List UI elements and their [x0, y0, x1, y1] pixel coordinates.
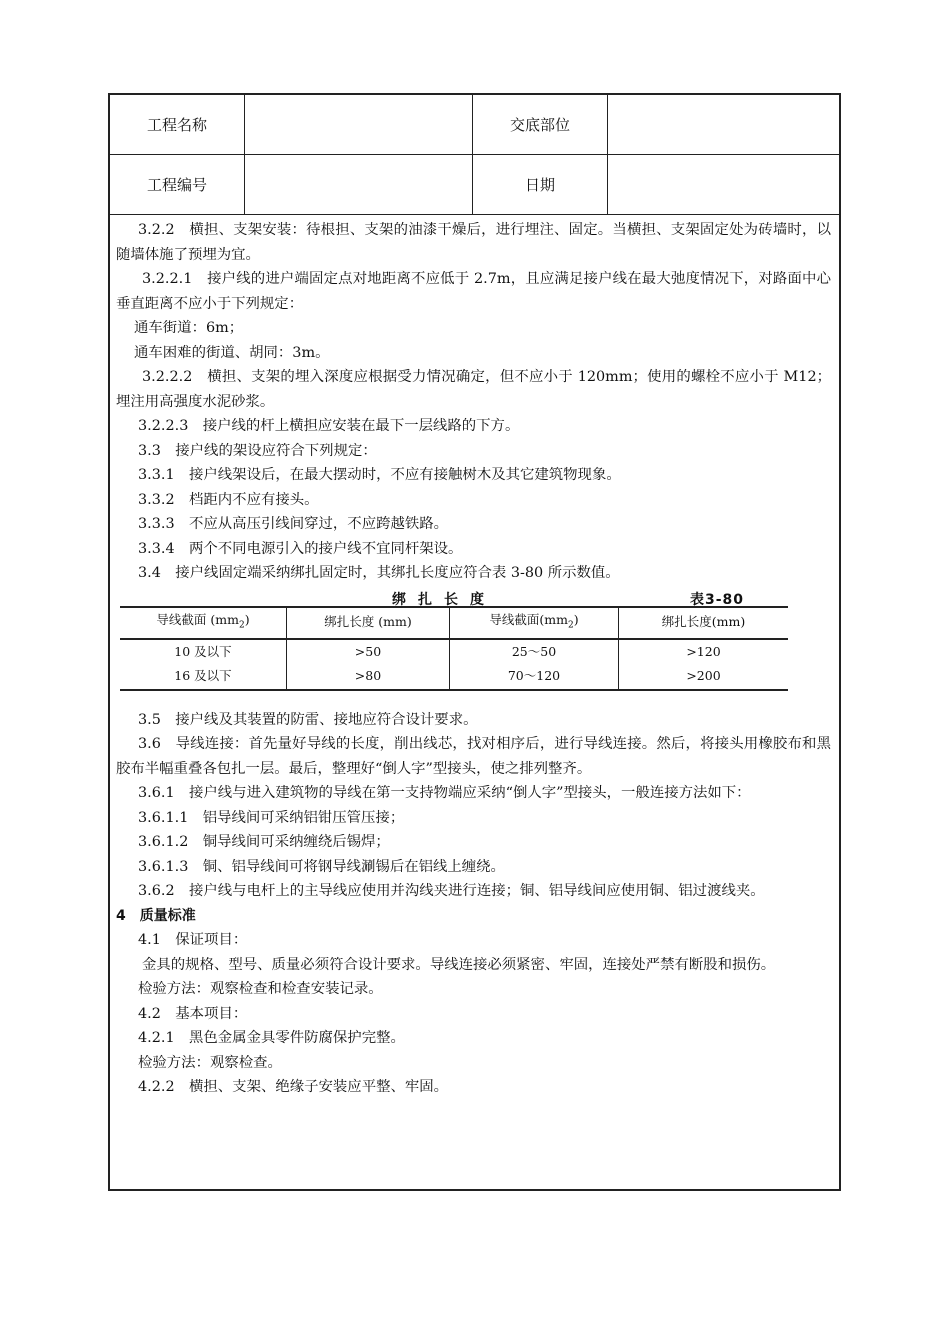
disclosure-content — [116, 218, 831, 1100]
paragraph: 3.3.2 档距内不应有接头。 — [138, 491, 319, 508]
col-header: 导线截面 $(mm_2)$ — [120, 607, 287, 639]
paragraph: 3.2.2 横担、支架安装：待根担、支架的油漆干燥后，进行埋注、固定。当横担、支架固定处为砖墙时，以随墙体施了预埋为宜。 — [116, 222, 831, 263]
date-label: 日期 — [524, 176, 555, 194]
paragraph: 4.2.2 横担、支架、绝缘子安装应平整、牢固。 — [138, 1079, 449, 1095]
paragraph: 3.3.4 两个不同电源引入的接户线不宜同杆架设。 — [138, 540, 463, 557]
paragraph: 3.6.1 接户线与进入建筑物的导线在第一支持物端应采纳“倒人字”型接头，一般连接方法如下： — [138, 785, 751, 801]
section-heading: 4 质量标准 — [116, 907, 196, 924]
project-no-label: 工程编号 — [146, 176, 207, 194]
table-cell: 16 及以下 — [120, 664, 287, 690]
paragraph: 3.6.1.1 铝导线间可采纳铝钳压管压接； — [138, 809, 405, 826]
location-value[interactable] — [608, 95, 841, 154]
paragraph: 通车街道：6m； — [134, 320, 244, 336]
paragraph: 4.2.1 黑色金属金具零件防腐保护完整。 — [138, 1030, 405, 1046]
project-no-value[interactable] — [245, 155, 472, 214]
project-name-value[interactable] — [245, 95, 472, 154]
table-cell: >120 — [619, 639, 789, 665]
paragraph: 3.5 接户线及其装置的防雷、接地应符合设计要求。 — [138, 711, 478, 728]
table-title: 绑扎长度 — [392, 591, 496, 608]
paragraph: 4.2 基本项目： — [138, 1005, 248, 1022]
data-table — [120, 606, 788, 691]
paragraph: 检验方法：观察检查和检查安装记录。 — [138, 981, 383, 997]
col-header: 绑扎长度 (mm) — [287, 607, 450, 639]
paragraph: 3.4 接户线固定端采纳绑扎固定时，其绑扎长度应符合表 3-80 所示数值。 — [138, 565, 620, 581]
table-cell: >200 — [619, 664, 789, 690]
table-cell: >80 — [287, 664, 450, 690]
paragraph: 3.3 接户线的架设应符合下列规定： — [138, 442, 377, 459]
table-number: 表3-80 — [690, 591, 745, 608]
col-header: 绑扎长度(mm) — [619, 607, 789, 639]
paragraph: 3.6.1.2 铜导线间可采纳缠绕后锡焊； — [138, 834, 390, 850]
table-cell: >50 — [287, 639, 450, 665]
table-cell: 70～120 — [450, 664, 619, 690]
paragraph: 3.3.1 接户线架设后，在最大摆动时，不应有接触树木及其它建筑物现象。 — [138, 467, 621, 483]
binding-length-table — [116, 586, 831, 708]
paragraph: 3.2.2.1 接户线的进户端固定点对地距离不应低于 2.7m，且应满足接户线在最大弛度情况下，对路面中心垂直距离不应小于下列规定： — [116, 271, 831, 312]
paragraph: 3.6 导线连接：首先量好导线的长度，削出线芯，找对相序后，进行导线连接。然后，将接头用橡胶布和黑胶布半幅重叠各包扎一层。最后，整理好“倒人字”型接头，使之排列整齐。 — [116, 736, 831, 777]
table-row — [120, 664, 788, 690]
paragraph: 3.2.2.2 横担、支架的埋入深度应根据受力情况确定，但不应小于 120mm；使用的螺栓不应小于 M12；埋注用高强度水泥砂浆。 — [116, 369, 831, 410]
location-label: 交底部位 — [509, 116, 570, 134]
paragraph: 检验方法：观察检查。 — [138, 1054, 282, 1071]
paragraph: 3.3.3 不应从高压引线间穿过，不应跨越铁路。 — [138, 516, 449, 532]
table-title-row — [116, 588, 831, 606]
disclosure-form — [108, 93, 841, 1191]
header-row-1 — [110, 95, 839, 155]
paragraph: 3.6.1.3 铜、铝导线间可将钢导线涮锡后在铝线上缠绕。 — [138, 858, 505, 875]
table-row — [120, 639, 788, 665]
date-value[interactable] — [608, 155, 841, 214]
table-cell: 10 及以下 — [174, 643, 232, 659]
header-row-2 — [110, 155, 839, 215]
project-name-label: 工程名称 — [146, 116, 207, 134]
paragraph: 3.2.2.3 接户线的杆上横担应安装在最下一层线路的下方。 — [138, 418, 520, 434]
paragraph: 通车困难的街道、胡同：3m。 — [134, 344, 330, 361]
paragraph: 4.1 保证项目： — [138, 932, 248, 948]
paragraph: 3.6.2 接户线与电杆上的主导线应使用并沟线夹进行连接；铜、铝导线间应使用铜、铝过渡线夹。 — [138, 883, 765, 899]
table-header-row — [120, 607, 788, 639]
paragraph: 金具的规格、型号、质量必须符合设计要求。导线连接必须紧密、牢固，连接处严禁有断股和损伤。 — [142, 956, 776, 973]
table-cell: 25～50 — [450, 639, 619, 665]
col-header: 导线截面$(mm_2)$ — [450, 607, 619, 639]
